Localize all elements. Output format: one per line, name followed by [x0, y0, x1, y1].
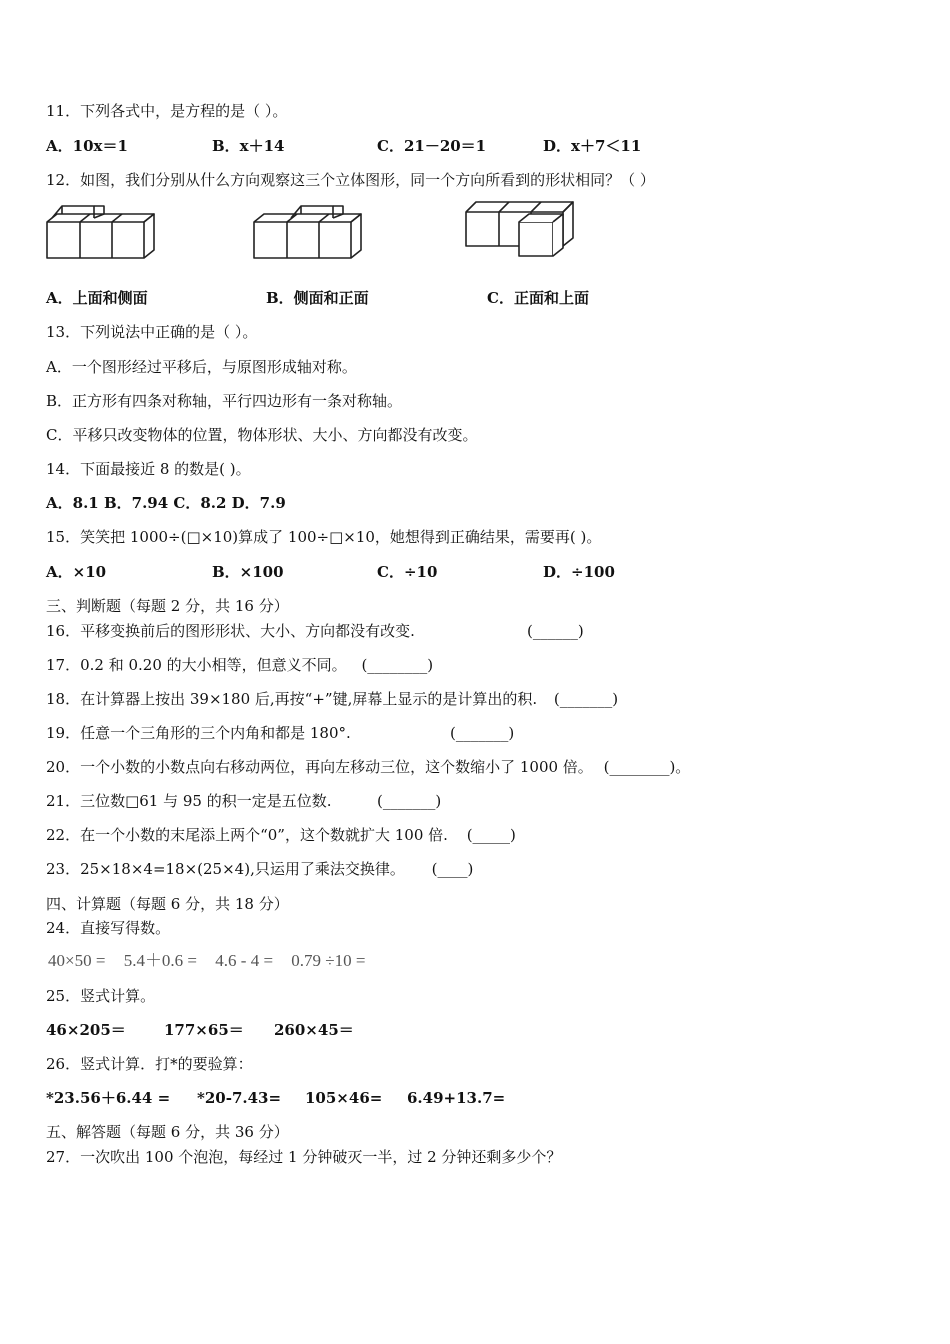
q11-stem: 11．下列各式中，是方程的是（ ）。 — [46, 102, 288, 120]
section-5-heading: 五、解答题（每题 6 分，共 36 分） — [46, 1123, 289, 1141]
q14-options: A．8.1 B．7.94 C．8.2 D．7.9 — [46, 494, 286, 512]
q11-option-b: B．x＋14 — [212, 137, 285, 155]
q15-option-c: C．÷10 — [377, 563, 438, 581]
judge-q22-blank: (_____) — [466, 826, 516, 844]
q13-option-c: C．平移只改变物体的位置，物体形状、大小、方向都没有改变。 — [46, 426, 478, 444]
q25-stem: 25．竖式计算。 — [46, 987, 156, 1005]
q24-item-3: 4.6 - 4 = — [215, 951, 274, 970]
judge-q16-blank: (______) — [527, 622, 584, 640]
q26-item-2: *20-7.43= — [197, 1089, 282, 1107]
judge-q21 — [46, 791, 442, 811]
judge-q20-text: 20．一个小数的小数点向右移动两位，再向左移动三位，这个数缩小了 1000 倍。 — [46, 758, 593, 776]
q15-option-a: A．×10 — [46, 563, 107, 581]
q26-item-3: 105×46= — [305, 1089, 383, 1107]
judge-q23-text: 23．25×18×4=18×(25×4),只运用了乘法交换律。 — [46, 860, 405, 878]
judge-q21-blank: (_______) — [377, 792, 442, 810]
q24-item-4: 0.79 ÷10 = — [291, 951, 366, 970]
cube-figure-1 — [44, 200, 159, 264]
q24-item-1: 40×50 = — [48, 951, 106, 970]
judge-q21-text: 21．三位数□61 与 95 的积一定是五位数. — [46, 792, 332, 810]
q11-option-c: C．21－20＝1 — [377, 137, 487, 155]
judge-q19 — [46, 723, 515, 743]
cube-figure-3 — [463, 196, 578, 262]
q24-stem: 24．直接写得数。 — [46, 919, 171, 937]
judge-q20-blank: (________)。 — [603, 758, 691, 776]
judge-q18 — [46, 689, 618, 709]
q24-item-2: 5.4＋0.6 = — [123, 951, 198, 970]
judge-q19-text: 19．任意一个三角形的三个内角和都是 180°. — [46, 724, 351, 742]
cube-figure-2 — [251, 200, 366, 264]
section-3-heading: 三、判断题（每题 2 分，共 16 分） — [46, 597, 289, 615]
judge-q17 — [46, 655, 433, 675]
judge-q23-blank: (____) — [431, 860, 474, 878]
judge-q22-text: 22．在一个小数的末尾添上两个“0”，这个数就扩大 100 倍. — [46, 826, 448, 844]
q25-item-2: 177×65＝ — [164, 1021, 244, 1039]
q25-item-3: 260×45＝ — [274, 1021, 354, 1039]
judge-q16 — [46, 621, 584, 641]
q24-items — [48, 950, 379, 972]
q12-option-c: C．正面和上面 — [487, 289, 589, 307]
q11-option-d: D．x＋7＜11 — [543, 137, 642, 155]
q26-stem: 26．竖式计算．打*的要验算： — [46, 1055, 253, 1073]
judge-q19-blank: (_______) — [450, 724, 515, 742]
q26-item-4: 6.49+13.7= — [407, 1089, 506, 1107]
q12-option-a: A．上面和侧面 — [46, 289, 148, 307]
judge-q22 — [46, 825, 516, 845]
q11-option-a: A．10x＝1 — [46, 137, 128, 155]
q25-item-1: 46×205＝ — [46, 1021, 126, 1039]
q15-option-d: D．÷100 — [543, 563, 615, 581]
judge-q17-blank: (________) — [361, 656, 434, 674]
judge-q16-text: 16．平移变换前后的图形形状、大小、方向都没有改变. — [46, 622, 415, 640]
judge-q17-text: 17．0.2 和 0.20 的大小相等，但意义不同。 — [46, 656, 347, 674]
judge-q18-text: 18．在计算器上按出 39×180 后,再按“+”键,屏幕上显示的是计算出的积. — [46, 690, 538, 708]
q26-item-1: *23.56＋6.44 = — [46, 1089, 171, 1107]
q12-option-b: B．侧面和正面 — [266, 289, 369, 307]
section-4-heading: 四、计算题（每题 6 分，共 18 分） — [46, 895, 289, 913]
q15-stem: 15．笑笑把 1000÷(□×10)算成了 100÷□×10，她想得到正确结果，需要再( )。 — [46, 528, 602, 546]
q14-stem: 14．下面最接近 8 的数是( )。 — [46, 460, 251, 478]
q13-option-a: A．一个图形经过平移后，与原图形成轴对称。 — [46, 358, 357, 376]
q15-option-b: B．×100 — [212, 563, 284, 581]
judge-q20 — [46, 757, 690, 777]
q27-stem: 27．一次吹出 100 个泡泡，每经过 1 分钟破灭一半，过 2 分钟还剩多少个？ — [46, 1148, 562, 1166]
q13-stem: 13．下列说法中正确的是（ ）。 — [46, 323, 258, 341]
judge-q18-blank: (_______) — [553, 690, 619, 708]
q12-stem: 12．如图，我们分别从什么方向观察这三个立体图形，同一个方向所看到的形状相同？（ ） — [46, 171, 655, 189]
q13-option-b: B．正方形有四条对称轴，平行四边形有一条对称轴。 — [46, 392, 403, 410]
judge-q23 — [46, 859, 473, 879]
